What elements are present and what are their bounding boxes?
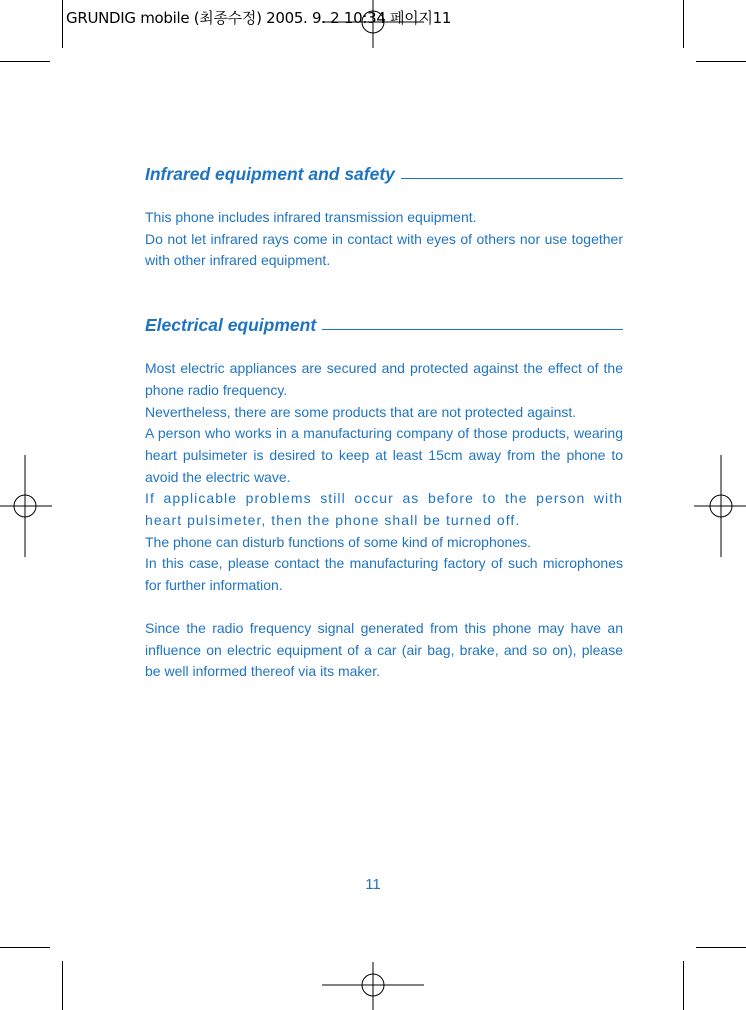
section-title-text: Electrical equipment: [145, 315, 317, 336]
crop-mark: [696, 947, 746, 948]
crop-mark: [0, 61, 50, 62]
crop-mark: [683, 0, 684, 48]
paragraph: In this case, please contact the manufacturing factory of such microphones for further information.: [145, 555, 623, 594]
paragraph: Since the radio frequency signal generated from this phone may have an influence on electric equipment of a car (air bag, brake, and so on), please be well informed thereof via its maker.: [145, 619, 623, 680]
crop-mark: [62, 0, 63, 48]
crop-mark: [62, 961, 63, 1010]
registration-mark-left: [0, 455, 52, 557]
page-number: 11: [365, 876, 381, 893]
crop-mark: [0, 947, 50, 948]
paragraph: Most electric appliances are secured and protected against the effect of the phone radio frequency.: [145, 360, 623, 398]
section-title-text: Infrared equipment and safety: [145, 164, 395, 184]
paragraph: The phone can disturb functions of some kind of microphones.: [145, 533, 531, 550]
paragraph: Nevertheless, there are some products that are not protected against.: [145, 403, 577, 420]
crop-mark: [696, 61, 746, 62]
section-title-electrical: [145, 315, 623, 336]
registration-mark-bottom: [322, 962, 424, 1010]
crop-mark: [683, 961, 684, 1010]
registration-mark-top: [322, 0, 424, 50]
paragraph: Do not let infrared rays come in contact with eyes of others nor use together with other infrared equipment.: [145, 230, 623, 269]
registration-mark-right: [694, 455, 746, 557]
paragraph: A person who works in a manufacturing company of those products, wearing heart pulsimeter is desired to keep at least 15cm away from the phone to avoid the electric wave.: [145, 425, 623, 485]
title-rule: [322, 329, 623, 330]
page-content: [145, 164, 623, 683]
paragraph: If applicable problems still occur as before to the person with heart pulsimeter, then the phone shall be turned off.: [145, 490, 623, 529]
paragraph: This phone includes infrared transmission equipment.: [145, 209, 477, 225]
title-rule: [401, 178, 623, 179]
print-header: GRUNDIG mobile (최종수정) 2005. 9. 2 10:34 페이지11: [66, 9, 452, 27]
section-title-infrared: [145, 164, 623, 185]
